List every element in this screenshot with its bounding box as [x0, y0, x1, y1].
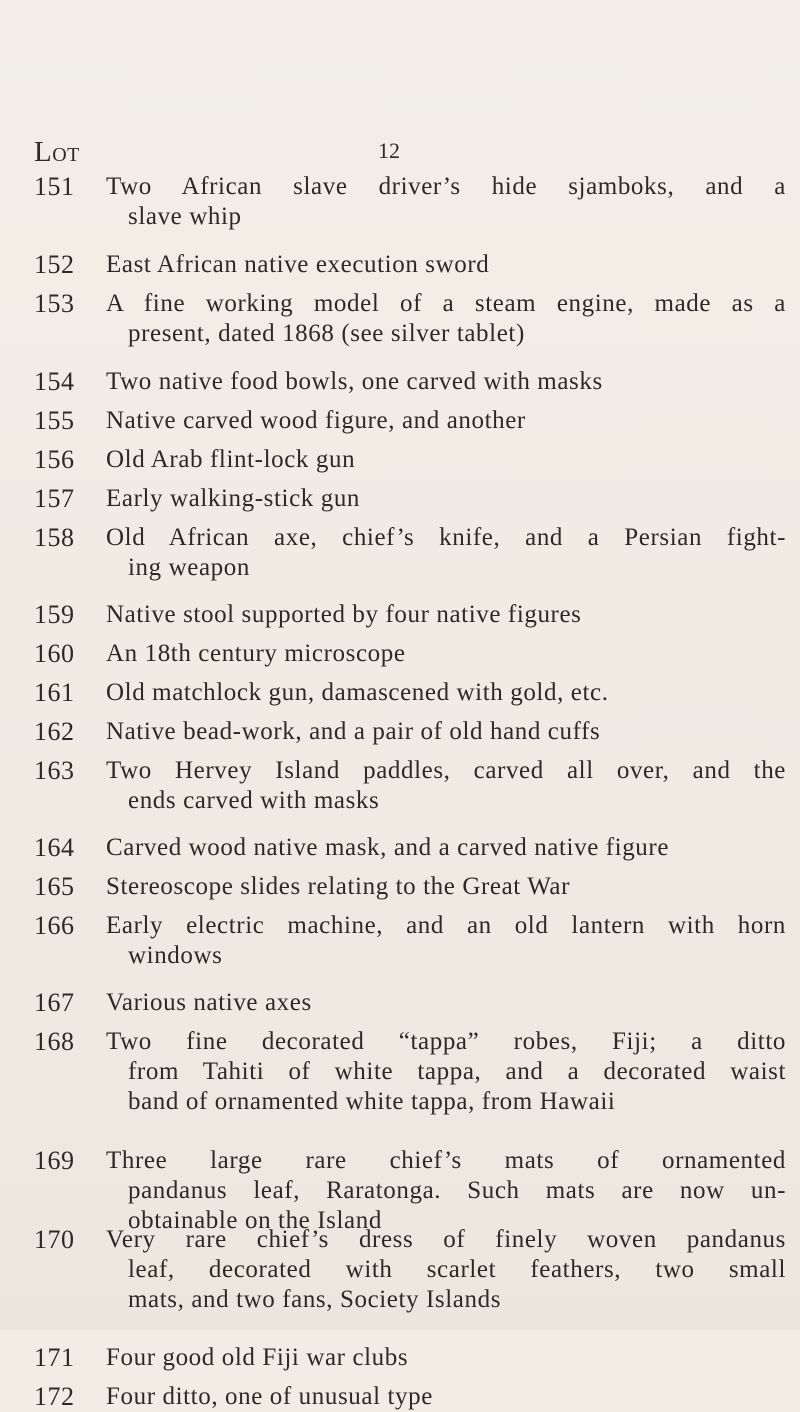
lot-description — [106, 289, 786, 349]
description-line: East African native execution sword — [106, 251, 490, 278]
lot-description — [106, 484, 786, 514]
description-line: Two Hervey Island paddles, carved all over, and the — [106, 757, 786, 784]
lot-description — [106, 872, 786, 902]
lot-description — [106, 678, 786, 708]
description-continuation-line: present, dated 1868 (see silver tablet) — [128, 320, 525, 347]
lot-entry — [34, 1146, 786, 1236]
description-line: Four ditto, one of unusual type — [106, 1383, 433, 1410]
lot-entry — [34, 1027, 786, 1117]
lot-description — [106, 1343, 786, 1373]
lot-number: 160 — [34, 639, 75, 668]
description-line: Old matchlock gun, damascened with gold, etc. — [106, 679, 609, 706]
lot-number: 171 — [34, 1343, 75, 1372]
lot-number: 162 — [34, 717, 75, 746]
lot-description — [106, 1382, 786, 1412]
lot-description — [106, 367, 786, 397]
description-line: Various native axes — [106, 989, 312, 1016]
lot-number: 169 — [34, 1146, 75, 1175]
lot-entry — [34, 289, 786, 349]
lot-description — [106, 639, 786, 669]
lot-description — [106, 833, 786, 863]
description-line: Two African slave driver’s hide sjamboks, and a — [106, 173, 786, 200]
description-line: Four good old Fiji war clubs — [106, 1344, 409, 1371]
lot-number: 166 — [34, 911, 75, 940]
lot-column-header: Lot — [34, 136, 80, 168]
lot-entry — [34, 445, 786, 475]
lot-description — [106, 406, 786, 436]
lot-entry — [34, 756, 786, 816]
description-line: Old African axe, chief’s knife, and a Persian fight- — [106, 524, 786, 551]
lot-number: 154 — [34, 367, 75, 396]
lot-number: 156 — [34, 445, 75, 474]
lot-description — [106, 172, 786, 232]
lot-description — [106, 250, 786, 280]
lot-number: 157 — [34, 484, 75, 513]
lot-entry — [34, 1343, 786, 1373]
lot-number: 158 — [34, 523, 75, 552]
lot-entry — [34, 639, 786, 669]
description-continuation-line: ends carved with masks — [128, 787, 380, 814]
description-line: Two native food bowls, one carved with masks — [106, 368, 603, 395]
description-continuation-line: pandanus leaf, Raratonga. Such mats are now un- — [128, 1177, 786, 1204]
lot-description — [106, 911, 786, 971]
lot-number: 164 — [34, 833, 75, 862]
description-continuation-line: leaf, decorated with scarlet feathers, two small — [128, 1256, 786, 1283]
lot-entry — [34, 406, 786, 436]
lot-number: 159 — [34, 600, 75, 629]
lot-entry — [34, 367, 786, 397]
lot-number: 152 — [34, 250, 75, 279]
description-line: Old Arab flint-lock gun — [106, 446, 356, 473]
lot-number: 165 — [34, 872, 75, 901]
description-line: Early walking-stick gun — [106, 485, 361, 512]
lot-description — [106, 717, 786, 747]
lot-number: 168 — [34, 1027, 75, 1056]
lot-number: 155 — [34, 406, 75, 435]
lot-description — [106, 756, 786, 816]
description-continuation-line: ing weapon — [128, 554, 250, 581]
lot-number: 151 — [34, 172, 75, 201]
lot-entry — [34, 1225, 786, 1315]
description-line: Very rare chief’s dress of finely woven pandanus — [106, 1226, 786, 1253]
lot-entry — [34, 717, 786, 747]
description-continuation-line: slave whip — [128, 203, 242, 230]
description-line: Carved wood native mask, and a carved native figure — [106, 834, 670, 861]
description-continuation-line: obtainable on the Island — [128, 1207, 382, 1234]
lot-entry — [34, 600, 786, 630]
description-line: Three large rare chief’s mats of ornamented — [106, 1147, 786, 1174]
lot-number: 153 — [34, 289, 75, 318]
description-continuation-line: windows — [128, 942, 223, 969]
lot-entry — [34, 988, 786, 1018]
description-line: Two fine decorated “tappa” robes, Fiji; a ditto — [106, 1028, 786, 1055]
lot-description — [106, 988, 786, 1018]
lot-number: 167 — [34, 988, 75, 1017]
description-line: Native carved wood figure, and another — [106, 407, 526, 434]
description-line: Early electric machine, and an old lantern with horn — [106, 912, 786, 939]
lot-description — [106, 523, 786, 583]
description-line: A fine working model of a steam engine, made as a — [106, 290, 786, 317]
lot-entry — [34, 172, 786, 232]
lot-number: 161 — [34, 678, 75, 707]
lot-description — [106, 1146, 786, 1236]
lot-entry — [34, 484, 786, 514]
description-line: Native stool supported by four native figures — [106, 601, 582, 628]
description-continuation-line: band of ornamented white tappa, from Hawaii — [128, 1088, 616, 1115]
page-number: 12 — [378, 138, 400, 163]
lot-number: 170 — [34, 1225, 75, 1254]
lot-number: 172 — [34, 1382, 75, 1411]
description-line: Stereoscope slides relating to the Great War — [106, 873, 571, 900]
description-line: Native bead-work, and a pair of old hand cuffs — [106, 718, 601, 745]
lot-number: 163 — [34, 756, 75, 785]
lot-description — [106, 1225, 786, 1315]
lot-entry — [34, 833, 786, 863]
description-line: An 18th century microscope — [106, 640, 406, 667]
lot-description — [106, 600, 786, 630]
lot-description — [106, 1027, 786, 1117]
lot-entry — [34, 678, 786, 708]
lot-entry — [34, 250, 786, 280]
description-continuation-line: mats, and two fans, Society Islands — [128, 1286, 502, 1313]
lot-description — [106, 445, 786, 475]
lot-entry — [34, 1382, 786, 1412]
lot-entry — [34, 872, 786, 902]
lot-entry — [34, 523, 786, 583]
lot-entry — [34, 911, 786, 971]
description-continuation-line: from Tahiti of white tappa, and a decorated waist — [128, 1058, 786, 1085]
